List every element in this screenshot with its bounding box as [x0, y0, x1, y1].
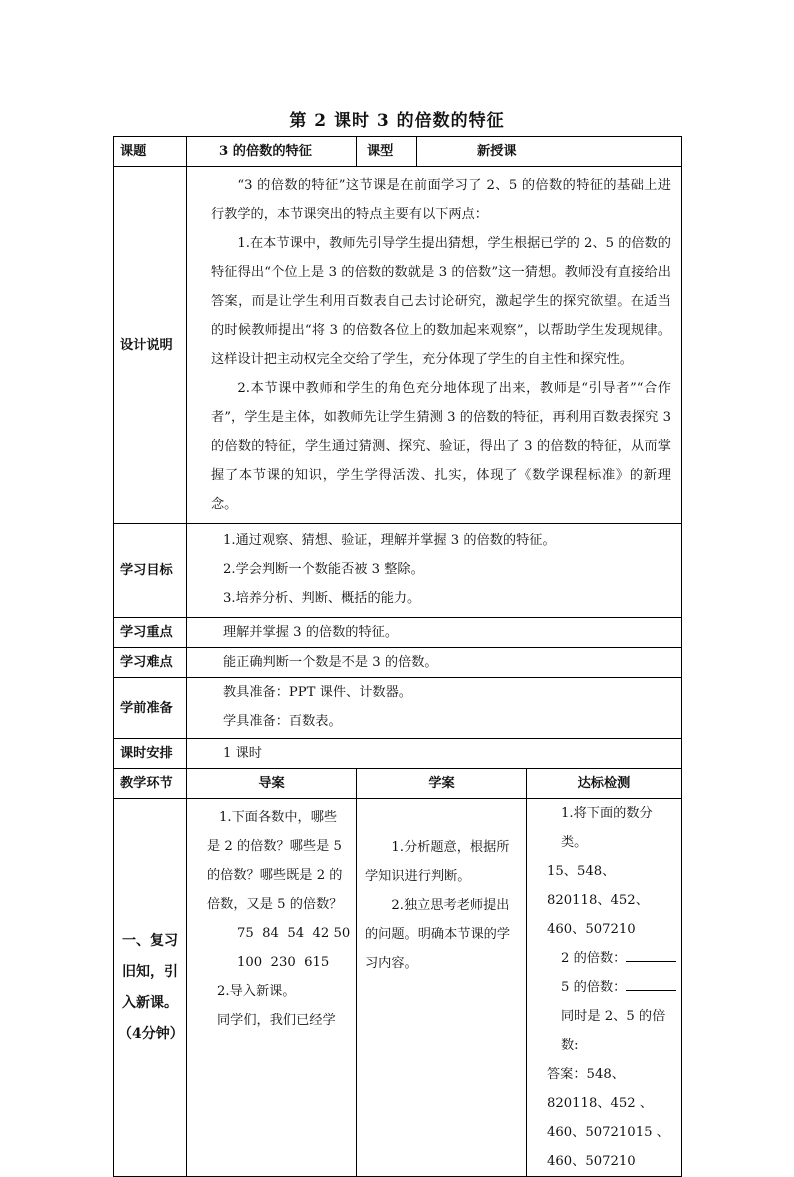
type-label: 课型 [357, 137, 417, 167]
check-2-label: 2 的倍数： [561, 951, 627, 966]
answer-blank[interactable] [626, 947, 676, 962]
design-paragraph-2: 1.在本节课中，教师先引导学生提出猜想，学生根据已学的 2、5 的倍数的特征得出“个位上是 3 的倍数的数就是 3 的倍数”这一猜想。教师没有直接给出答案，而是让学生利用百数表自己去讨论研究，激起学生的探究欲望。在适当的时候教师提出“将 3 的倍数各位上的数加起来观察”，以帮助学生发现规律。这样设计把主动权完全交给了学生，充分体现了学生的自主性和探究性。 [211, 236, 671, 367]
col-check: 达标检测 [527, 769, 682, 799]
prep-teacher: 教具准备：PPT 课件、计数器。 [223, 685, 412, 700]
col-study: 学案 [357, 769, 527, 799]
section1-row [114, 799, 682, 1177]
check-both-label: 同时是 2、5 的倍数: [561, 1009, 666, 1053]
type-value: 新授课 [417, 137, 682, 167]
guide-numbers-1: 75 84 54 42 50 [237, 926, 351, 941]
topic-row [114, 137, 682, 167]
guide-item-2: 2.导入新课。 [217, 984, 296, 999]
col-guide: 导案 [187, 769, 357, 799]
section1-label: 一、复习旧知，引入新课。（4分钟） [114, 799, 187, 1177]
answer-blank[interactable] [626, 976, 676, 991]
prep-label: 学前准备 [114, 678, 187, 739]
prep-row [114, 678, 682, 739]
topic-value: 3 的倍数的特征 [187, 137, 357, 167]
difficulty-label: 学习难点 [114, 648, 187, 678]
schedule-value: 1 课时 [223, 746, 262, 761]
lesson-plan-table [113, 136, 682, 1177]
difficulty-value: 能正确判断一个数是不是 3 的倍数。 [223, 655, 438, 670]
prep-student: 学具准备：百数表。 [223, 714, 342, 729]
key-point-row [114, 618, 682, 648]
col-stage: 教学环节 [114, 769, 187, 799]
design-paragraph-3: 2.本节课中教师和学生的角色充分地体现了出来，教师是“引导者”“合作者”，学生是主体，如教师先让学生猜测 3 的倍数的特征，再利用百数表探究 3 的倍数的特征，学生通过猜测、探究、验证，得出了 3 的倍数的特征，从而掌握了本节课的知识，学生学得活泼、扎实，体现了《数学课程标准》的新理念。 [211, 381, 671, 512]
design-label: 设计说明 [114, 167, 187, 524]
key-point-value: 理解并掌握 3 的倍数的特征。 [223, 625, 399, 640]
goal-item: 1.通过观察、猜想、验证，理解并掌握 3 的倍数的特征。 [223, 533, 556, 548]
check-numbers: 15、548、820118、452、460、507210 [547, 864, 649, 937]
design-paragraph-1: “3 的倍数的特征”这节课是在前面学习了 2、5 的倍数的特征的基础上进行教学的，本节课突出的特点主要有以下两点： [211, 178, 671, 222]
check-item-1: 1.将下面的数分类。 [561, 806, 653, 850]
columns-header-row [114, 769, 682, 799]
study-item-1: 1.分析题意，根据所学知识进行判断。 [365, 840, 510, 884]
goal-item: 3.培养分析、判断、概括的能力。 [223, 591, 421, 606]
schedule-label: 课时安排 [114, 739, 187, 769]
study-item-2: 2.独立思考老师提出的问题。明确本节课的学习内容。 [365, 898, 511, 971]
design-row [114, 167, 682, 524]
schedule-row [114, 739, 682, 769]
check-5-label: 5 的倍数： [561, 980, 627, 995]
difficulty-row [114, 648, 682, 678]
page-title: 第 2 课时 3 的倍数的特征 [289, 111, 505, 131]
check-answer: 答案：548、820118、452 、460、50721015 、460、507210 [547, 1067, 670, 1169]
guide-numbers-2: 100 230 615 [237, 955, 330, 970]
topic-label: 课题 [114, 137, 187, 167]
goal-item: 2.学会判断一个数能否被 3 整除。 [223, 562, 424, 577]
goals-label: 学习目标 [114, 524, 187, 618]
goals-row [114, 524, 682, 618]
key-point-label: 学习重点 [114, 618, 187, 648]
guide-item-3: 同学们，我们已经学 [217, 1013, 336, 1028]
guide-question: 1.下面各数中，哪些是 2 的倍数？哪些是 5 的倍数？哪些既是 2 的倍数，又是 5 的倍数？ [207, 810, 343, 912]
